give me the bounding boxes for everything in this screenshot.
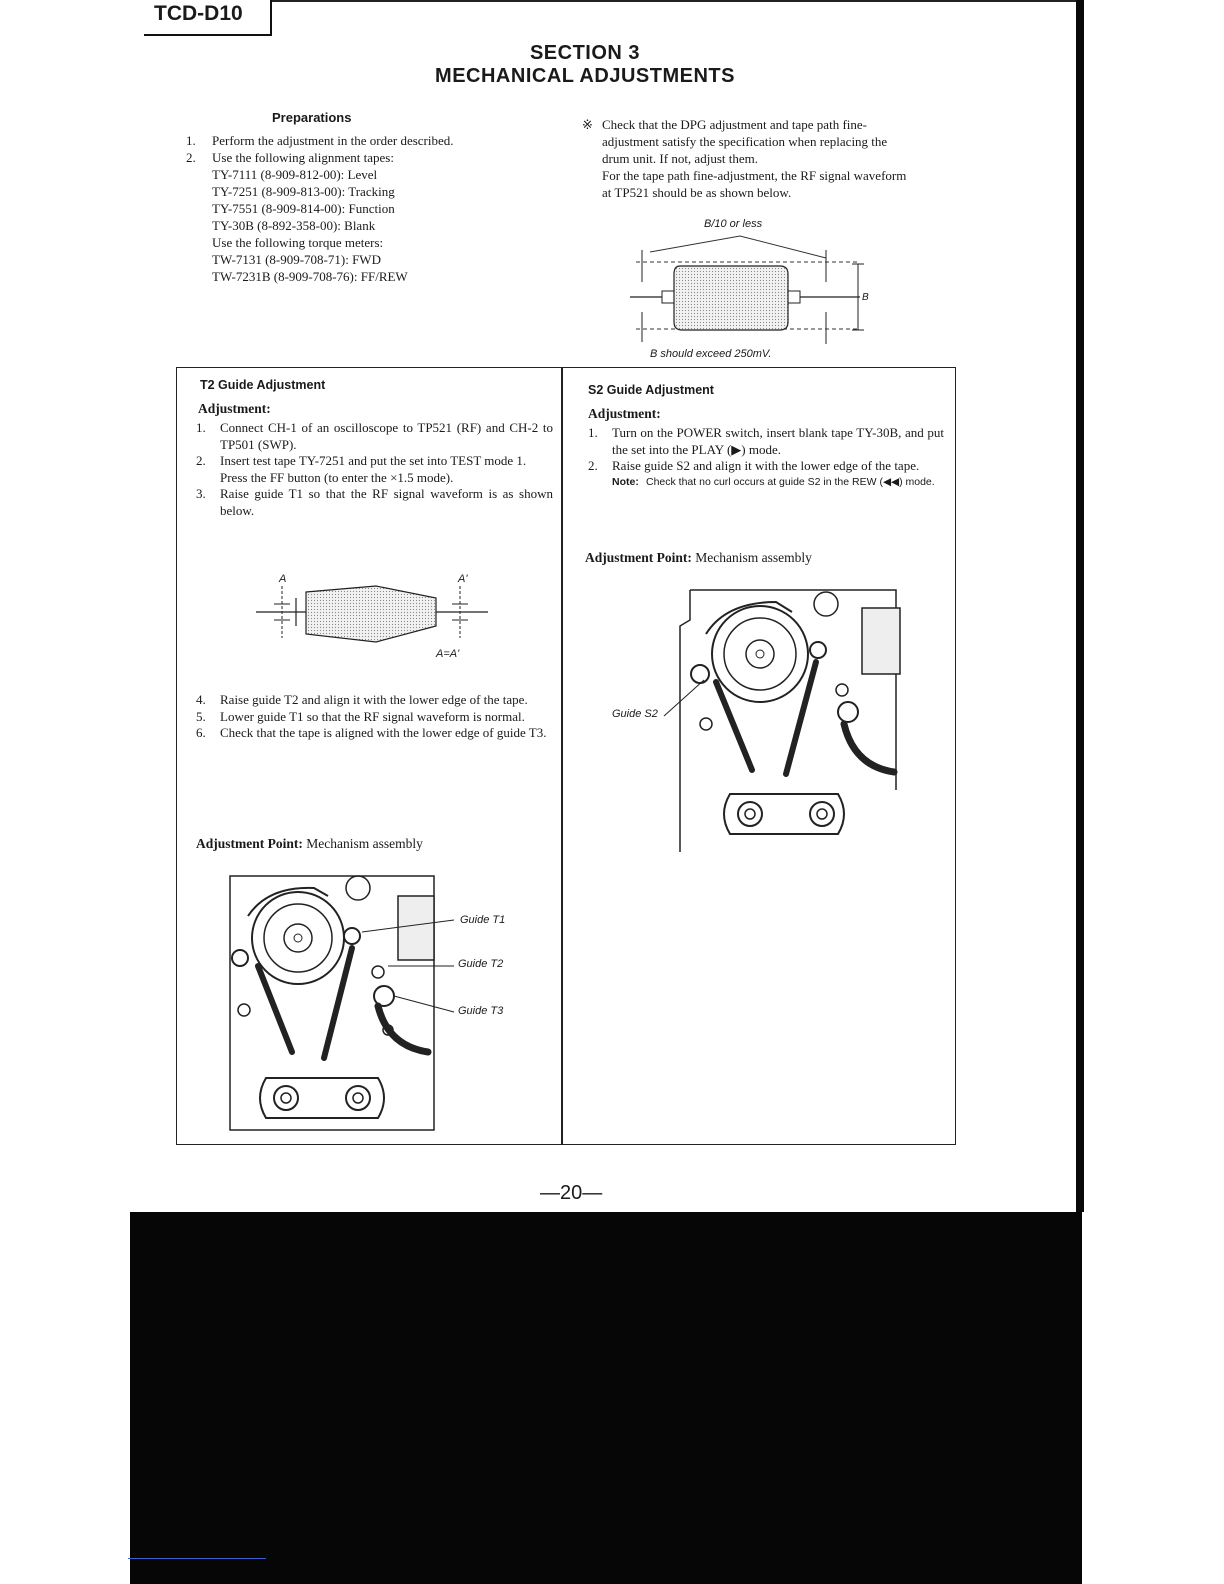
dpg-note xyxy=(582,116,916,201)
s2-mechanism-drawing xyxy=(676,590,906,852)
page-number: —20— xyxy=(540,1182,603,1204)
prep-item-1: 1. Perform the adjustment in the order described. xyxy=(186,133,454,148)
rf-waveform-figure xyxy=(630,234,880,352)
note-text: Check that no curl occurs at guide S2 in the REW (◀◀) mode. xyxy=(646,475,935,488)
prep-item-2: 2. Use the following alignment tapes: xyxy=(186,150,394,165)
tape-line: TY-30B (8-892-358-00): Blank xyxy=(212,218,376,233)
label-guide-t2: Guide T2 xyxy=(458,958,504,970)
dpg-note-text: Check that the DPG adjustment and tape path fine-adjustment satisfy the specification when replacing the drum unit. If not, adjust them. xyxy=(602,117,888,166)
tape-line: TY-7551 (8-909-814-00): Function xyxy=(212,201,395,216)
tape-line: TY-7111 (8-909-812-00): Level xyxy=(212,167,378,182)
s2-note xyxy=(588,475,944,490)
preparations-heading: Preparations xyxy=(272,110,352,125)
fig-label-b10: B/10 or less xyxy=(704,218,763,230)
s2-heading: S2 Guide Adjustment xyxy=(588,383,714,397)
section-title xyxy=(330,42,840,88)
step-item-cont: Press the FF button (to enter the ×1.5 mode). xyxy=(220,469,454,485)
preparations-list xyxy=(186,132,526,285)
model-tab: TCD-D10 xyxy=(144,0,272,36)
t2-adjustment-point: Adjustment Point: Mechanism assembly xyxy=(196,836,423,851)
s2-steps xyxy=(588,425,944,490)
fig-label-a-prime: A' xyxy=(458,573,468,585)
step-item: 2. Insert test tape TY-7251 and put the set into TEST mode 1. xyxy=(196,453,527,468)
reference-mark: ※ xyxy=(582,117,593,132)
note-label: Note: xyxy=(612,475,639,488)
step-item: 4. Raise guide T2 and align it with the lower edge of the tape. xyxy=(196,692,528,707)
t2-mechanism-drawing xyxy=(228,876,444,1138)
label-guide-t3: Guide T3 xyxy=(458,1005,504,1017)
scan-right-edge xyxy=(1076,0,1084,1212)
step-item: 1. Turn on the POWER switch, insert blank tape TY-30B, and put the set into the PLAY (▶) mode. xyxy=(588,425,944,457)
section-number: SECTION 3 xyxy=(529,42,641,64)
top-rule xyxy=(272,0,1076,2)
t2-steps-a xyxy=(196,420,553,519)
scan-black-area xyxy=(130,1212,1082,1584)
step-item: 3. Raise guide T1 so that the RF signal waveform is as shown below. xyxy=(196,486,553,518)
label-guide-s2: Guide S2 xyxy=(612,708,658,720)
fig-label-b: B xyxy=(862,292,869,303)
label-guide-t1: Guide T1 xyxy=(460,914,506,926)
t2-adjustment-label: Adjustment: xyxy=(198,401,271,416)
dpg-note-text-2: For the tape path fine-adjustment, the RF signal waveform at TP521 should be as shown below. xyxy=(602,168,907,200)
torque-line: TW-7131 (8-909-708-71): FWD xyxy=(212,252,381,267)
fig-label-equal: A=A' xyxy=(436,648,460,660)
torque-intro: Use the following torque meters: xyxy=(212,235,384,250)
t2-heading: T2 Guide Adjustment xyxy=(200,378,326,392)
t2-waveform-figure xyxy=(256,584,488,644)
step-item: 6. Check that the tape is aligned with the lower edge of guide T3. xyxy=(196,725,547,740)
fig-label-a: A xyxy=(279,573,287,585)
bottom-link-underline xyxy=(128,1558,266,1559)
step-item: 1. Connect CH-1 of an oscilloscope to TP521 (RF) and CH-2 to TP501 (SWP). xyxy=(196,420,553,452)
s2-adjustment-point: Adjustment Point: Mechanism assembly xyxy=(585,550,812,565)
step-item: 2. Raise guide S2 and align it with the lower edge of the tape. xyxy=(588,458,920,473)
section-name: MECHANICAL ADJUSTMENTS xyxy=(435,65,735,87)
step-item: 5. Lower guide T1 so that the RF signal waveform is normal. xyxy=(196,708,525,724)
t2-steps-b xyxy=(196,692,553,742)
s2-adjustment-label: Adjustment: xyxy=(588,406,661,421)
column-divider xyxy=(561,367,563,1145)
fig-label-250mv: B should exceed 250mV. xyxy=(650,348,772,360)
torque-line: TW-7231B (8-909-708-76): FF/REW xyxy=(212,269,408,284)
tape-line: TY-7251 (8-909-813-00): Tracking xyxy=(212,184,395,199)
